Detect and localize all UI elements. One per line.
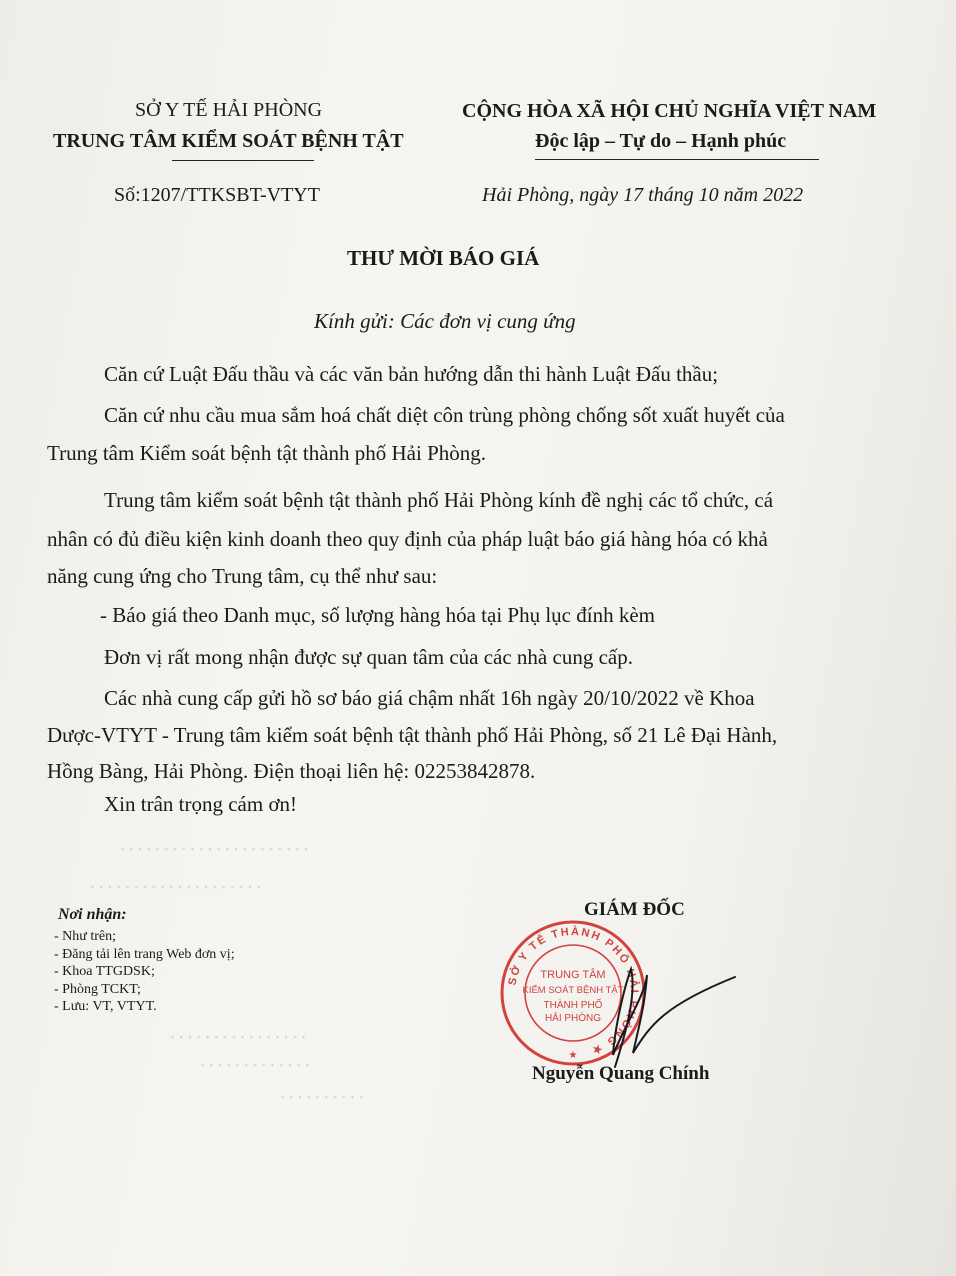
svg-text:SỞ Y TẾ THÀNH PHỐ HẢI PHÒNG ★: SỞ Y TẾ THÀNH PHỐ HẢI PHÒNG ★ xyxy=(506,925,641,1058)
signer-name: Nguyễn Quang Chính xyxy=(532,1063,710,1084)
bleed-through-text: · · · · · · · · · · · · · · · · · · · · · · xyxy=(120,842,309,858)
svg-text:HẢI PHÒNG: HẢI PHÒNG xyxy=(544,1013,602,1024)
bleed-through-text: · · · · · · · · · · · · · · · · · · · · xyxy=(90,880,262,896)
svg-text:TRUNG TÂM: TRUNG TÂM xyxy=(540,969,606,981)
paragraph-deadline-line3: Hồng Bàng, Hải Phòng. Điện thoại liên hệ: 02253842878. xyxy=(47,759,536,783)
recipient-item: - Lưu: VT, VTYT. xyxy=(54,999,157,1014)
svg-text:★: ★ xyxy=(568,1050,578,1061)
document-number: Số:1207/TTKSBT-VTYT xyxy=(114,184,320,206)
bleed-through-text: · · · · · · · · · · · · · · · · xyxy=(170,1030,307,1046)
recipient-item: - Đăng tải lên trang Web đơn vị; xyxy=(54,946,235,962)
paragraph-need-line1: Căn cứ nhu cầu mua sắm hoá chất diệt côn trùng phòng chống sốt xuất huyết của xyxy=(104,403,785,427)
paragraph-deadline-line2: Dược-VTYT - Trung tâm kiểm soát bệnh tật thành phố Hải Phòng, số 21 Lê Đại Hành, xyxy=(47,723,778,747)
paragraph-request-line1: Trung tâm kiểm soát bệnh tật thành phố Hải Phòng kính đề nghị các tổ chức, cá xyxy=(104,488,774,512)
country-name: CỘNG HÒA XÃ HỘI CHỦ NGHĨA VIỆT NAM xyxy=(462,100,877,122)
signer-position: GIÁM ĐỐC xyxy=(584,899,685,920)
svg-text:THÀNH PHỐ: THÀNH PHỐ xyxy=(543,1000,603,1011)
ministry-name: SỞ Y TẾ HẢI PHÒNG xyxy=(135,99,323,121)
recipient-item: - Phòng TCKT; xyxy=(54,981,141,997)
paragraph-need-line2: Trung tâm Kiểm soát bệnh tật thành phố Hải Phòng. xyxy=(47,441,487,465)
bleed-through-text: · · · · · · · · · · xyxy=(280,1090,364,1106)
closing-line: Xin trân trọng cám ơn! xyxy=(104,792,298,816)
center-underline xyxy=(172,160,314,161)
center-name: TRUNG TÂM KIỂM SOÁT BỆNH TẬT xyxy=(53,130,404,152)
paragraph-deadline-line1: Các nhà cung cấp gửi hồ sơ báo giá chậm nhất 16h ngày 20/10/2022 về Khoa xyxy=(104,686,755,710)
svg-text:KIỂM SOÁT BỆNH TẬT: KIỂM SOÁT BỆNH TẬT xyxy=(522,985,624,996)
paragraph-interest: Đơn vị rất mong nhận được sự quan tâm của các nhà cung cấp. xyxy=(104,645,633,669)
recipients-list xyxy=(54,928,235,1016)
motto-underline xyxy=(535,159,819,160)
motto: Độc lập – Tự do – Hạnh phúc xyxy=(535,130,787,152)
document-title: THƯ MỜI BÁO GIÁ xyxy=(347,246,540,270)
recipient-item: - Khoa TTGDSK; xyxy=(54,964,155,979)
recipients-heading: Nơi nhận: xyxy=(58,906,127,923)
handwritten-signature xyxy=(585,955,755,1075)
recipient-item: - Như trên; xyxy=(54,929,117,944)
bleed-through-text: · · · · · · · · · · · · · xyxy=(200,1058,310,1074)
paragraph-legal-basis: Căn cứ Luật Đấu thầu và các văn bản hướng dẫn thi hành Luật Đấu thầu; xyxy=(104,362,719,386)
document-date: Hải Phòng, ngày 17 tháng 10 năm 2022 xyxy=(482,184,804,206)
bullet-item: - Báo giá theo Danh mục, số lượng hàng hóa tại Phụ lục đính kèm xyxy=(100,603,655,627)
recipient-line: Kính gửi: Các đơn vị cung ứng xyxy=(314,309,576,333)
paragraph-request-line3: năng cung ứng cho Trung tâm, cụ thể như sau: xyxy=(47,564,438,588)
paragraph-request-line2: nhân có đủ điều kiện kinh doanh theo quy định của pháp luật báo giá hàng hóa có khả xyxy=(47,527,768,551)
